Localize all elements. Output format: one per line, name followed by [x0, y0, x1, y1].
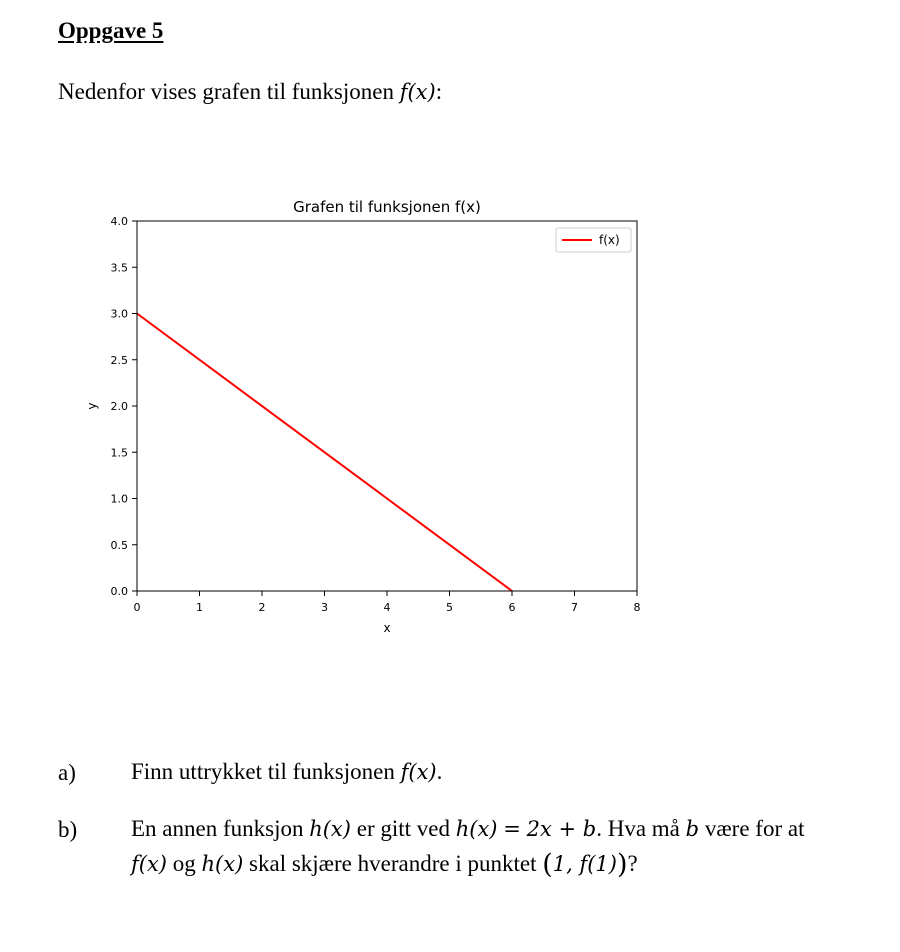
y-axis-label: y: [85, 402, 99, 410]
intro-text: Nedenfor vises grafen til funksjonen: [58, 79, 394, 104]
question-b-hx: h(x): [309, 817, 351, 841]
x-tick-label-1: 1: [196, 601, 203, 614]
intro-colon: :: [435, 79, 443, 104]
x-tick-label-8: 8: [633, 601, 641, 614]
x-tick-label-5: 5: [446, 601, 453, 614]
x-tick-label-2: 2: [258, 601, 266, 614]
x-tick-label-4: 4: [383, 601, 391, 614]
question-a-t1: Finn uttrykket til funksjonen: [131, 759, 395, 784]
question-b-t1: En annen funksjon: [131, 816, 304, 841]
legend-label-0: f(x): [599, 233, 620, 247]
question-a-fx: f(x): [400, 760, 437, 784]
y-tick-label-4: 2.0: [110, 400, 128, 413]
x-tick-label-7: 7: [571, 601, 578, 614]
question-b-text: [131, 812, 871, 881]
question-b-label: b): [58, 817, 78, 842]
x-tick-label-6: 6: [508, 601, 516, 614]
question-b-t3: . Hva må: [596, 816, 680, 841]
chart-title: Grafen til funksjonen f(x): [293, 198, 481, 216]
y-tick-label-0: 0.0: [110, 585, 128, 598]
question-b-paren-open: (: [542, 849, 553, 880]
y-tick-label-6: 3.0: [110, 307, 128, 321]
question-b-paren-close: ): [616, 849, 628, 880]
series-line-0: [137, 314, 512, 592]
y-tick-label-8: 4.0: [110, 215, 128, 228]
question-b-b: b: [685, 817, 700, 841]
y-tick-label-5: 2.5: [110, 353, 128, 367]
y-tick-label-7: 3.5: [110, 261, 128, 275]
question-b-hx2: h(x): [201, 852, 244, 876]
question-b-t7: ?: [627, 851, 638, 876]
question-a-label: a): [58, 760, 76, 785]
intro-fx: f(x): [399, 80, 436, 104]
plot-frame: [137, 221, 637, 591]
y-tick-label-2: 1.0: [110, 492, 128, 506]
question-b-point: 1, f(1): [552, 852, 617, 876]
question-b-eq-lhs: h(x): [455, 817, 498, 841]
x-axis-label: x: [383, 621, 391, 635]
question-b-t4: være for at: [704, 816, 805, 841]
task-title: Oppgave 5: [58, 18, 164, 43]
question-b-eq-sign: =: [503, 817, 521, 841]
question-b-t5: og: [172, 851, 196, 876]
question-b-eq-rhs: 2x + b: [526, 817, 597, 841]
y-tick-label-1: 0.5: [110, 538, 128, 552]
question-b-t2: er gitt ved: [356, 816, 450, 841]
y-tick-label-3: 1.5: [110, 446, 128, 460]
question-b-fx: f(x): [131, 852, 168, 876]
question-b-t6: skal skjære hverandre i punktet: [249, 851, 537, 876]
x-tick-label-0: 0: [133, 601, 141, 614]
question-a-text: [131, 755, 871, 789]
question-a-t2: .: [436, 759, 443, 784]
x-tick-label-3: 3: [321, 601, 328, 614]
